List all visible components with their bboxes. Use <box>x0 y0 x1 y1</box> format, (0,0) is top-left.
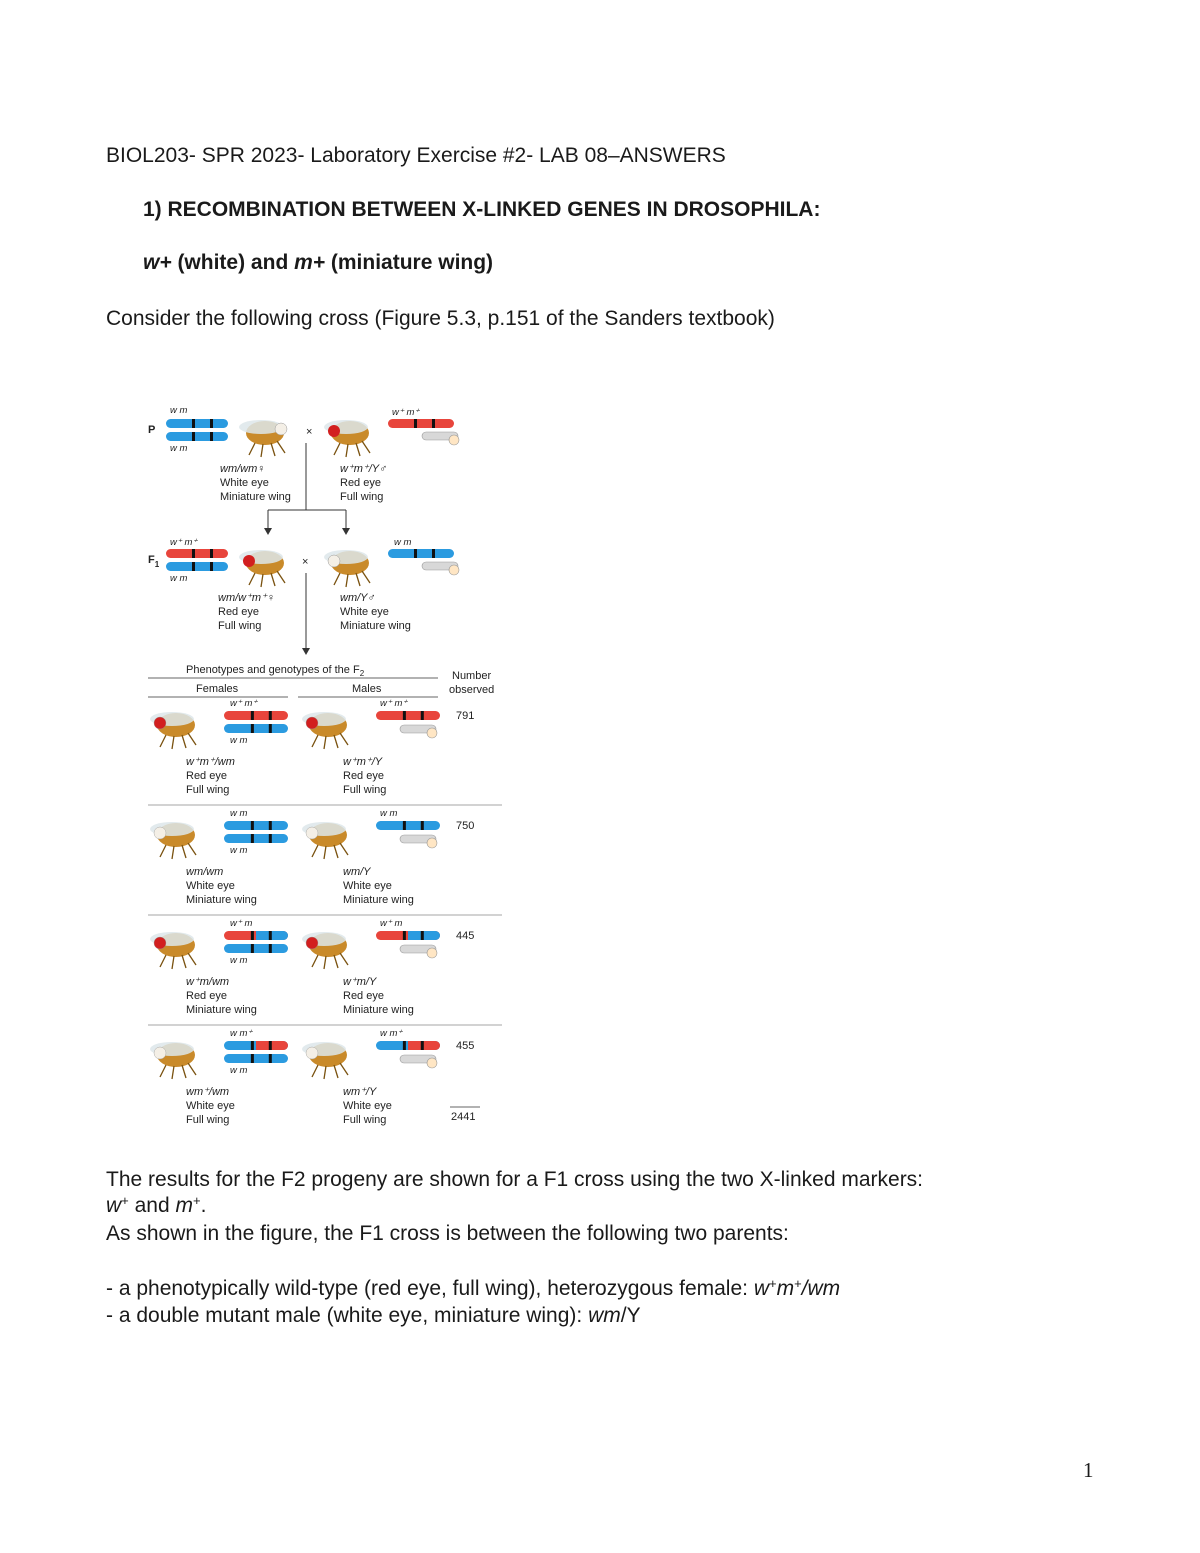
gene2-desc: (miniature wing) <box>325 251 494 274</box>
f2-female-fly-icon <box>150 712 196 749</box>
f1-male-y-chromosome <box>422 562 459 575</box>
gene-heading <box>143 251 493 275</box>
w-gene: w <box>106 1194 122 1217</box>
arrow-head-right <box>342 528 350 535</box>
f2-female-wing: Miniature wing <box>186 894 257 906</box>
f2-male-alleles: w⁺ m <box>380 918 403 929</box>
p-male-x-chromosome <box>388 419 454 428</box>
parent-female-line <box>106 1277 840 1301</box>
f2-male-alleles: w m <box>380 808 398 819</box>
f2-female-alleles: w m <box>230 808 248 819</box>
f2-female-eye: White eye <box>186 1100 235 1112</box>
f1-male-fly-icon <box>324 550 370 587</box>
parent-female-g3: /wm <box>801 1277 841 1300</box>
parent-female-g2: m <box>776 1277 795 1300</box>
f2-male-genotype: wm⁺/Y <box>343 1086 377 1098</box>
cross-figure <box>140 395 520 1135</box>
p-female-bottom-alleles: w m <box>170 443 188 454</box>
f2-male-fly-icon <box>302 712 348 749</box>
f2-male-alleles: w m⁺ <box>380 1028 403 1039</box>
f1-female-genotype: wm/w⁺m⁺♀ <box>218 592 276 604</box>
f2-male-x-chromosome <box>376 821 440 830</box>
number-header-1: Number <box>452 670 492 682</box>
f2-female-chromosome-bottom <box>224 944 288 953</box>
p-female-wing: Miniature wing <box>220 491 291 503</box>
f2-female-chromosome-bottom <box>224 834 288 843</box>
f2-row-2 <box>148 808 502 915</box>
f2-male-alleles: w⁺ m⁺ <box>380 698 408 709</box>
f2-female-alleles: w m⁺ <box>230 1028 253 1039</box>
intro-text: Consider the following cross (Figure 5.3, p.151 of the Sanders textbook) <box>106 307 775 330</box>
f2-count: 791 <box>456 710 475 722</box>
f1-female-chromosome-bottom <box>166 562 228 571</box>
f2-female-fly-icon <box>150 822 196 859</box>
f2-male-fly-icon <box>302 822 348 859</box>
cross-intro: As shown in the figure, the F1 cross is between the following two parents: <box>106 1222 789 1245</box>
f2-female-genotype: wm⁺/wm <box>186 1086 230 1098</box>
f2-male-x-chromosome <box>376 931 440 940</box>
f2-male-wing: Full wing <box>343 1114 387 1126</box>
f2-male-x-chromosome <box>376 1041 440 1050</box>
w-plus: + <box>121 1193 129 1208</box>
arrow-head-left <box>264 528 272 535</box>
f2-male-x-chromosome <box>376 711 440 720</box>
f2-female-fly-icon <box>150 1042 196 1079</box>
gene2: m+ <box>294 251 326 274</box>
p-female-chromosome-bottom <box>166 432 228 441</box>
number-header-2: observed <box>449 684 495 696</box>
f2-male-eye: White eye <box>343 880 392 892</box>
p-cross-symbol: × <box>306 426 313 438</box>
f2-female-genotype: w⁺m⁺/wm <box>186 756 235 768</box>
p-male-genotype: w⁺m⁺/Y♂ <box>340 463 388 475</box>
f1-female-chromosome-top <box>166 549 228 558</box>
f2-male-y-chromosome <box>400 945 437 958</box>
males-header: Males <box>352 683 382 695</box>
f2-male-fly-icon <box>302 1042 348 1079</box>
f1-male-genotype: wm/Y♂ <box>340 592 376 604</box>
parent-male-g1: wm <box>588 1304 621 1327</box>
parent-female-s2: + <box>794 1276 802 1291</box>
f1-label: $F_1$ <box>148 554 160 569</box>
f2-male-wing: Miniature wing <box>343 894 414 906</box>
parent-male-text: - a double mutant male (white eye, miniature wing): <box>106 1304 589 1327</box>
f2-male-eye: Red eye <box>343 770 384 782</box>
parent-female-g1: w <box>753 1277 769 1300</box>
females-header: Females <box>196 683 239 695</box>
f2-female-fly-icon <box>150 932 196 969</box>
f2-male-y-chromosome <box>400 835 437 848</box>
p-male-fly-icon <box>324 420 370 457</box>
f2-female-chromosome-top <box>224 711 288 720</box>
f2-female-chromosome-bottom <box>224 1054 288 1063</box>
f2-female-bottom-alleles: w m <box>230 735 248 746</box>
p-female-genotype: wm/wm♀ <box>220 463 266 475</box>
f2-male-eye: Red eye <box>343 990 384 1002</box>
f1-female-wing: Full wing <box>218 620 262 632</box>
gene1: w+ <box>143 251 172 274</box>
f2-row-1 <box>148 698 502 805</box>
p-female-eye: White eye <box>220 477 269 489</box>
p-female-fly-icon <box>239 420 287 457</box>
f2-female-alleles: w⁺ m⁺ <box>230 698 258 709</box>
parent-female-text: - a phenotypically wild-type (red eye, full wing), heterozygous female: <box>106 1277 754 1300</box>
f2-female-wing: Miniature wing <box>186 1004 257 1016</box>
and-text: and <box>128 1194 176 1217</box>
parent-male-line <box>106 1304 641 1328</box>
f2-female-wing: Full wing <box>186 784 230 796</box>
f2-female-eye: White eye <box>186 880 235 892</box>
p-female-top-alleles: w m <box>170 405 188 416</box>
f1-female-eye: Red eye <box>218 606 259 618</box>
f1-female-bottom-alleles: w m <box>170 573 188 584</box>
f2-female-chromosome-top <box>224 931 288 940</box>
m-plus: + <box>192 1193 201 1208</box>
p-label: P <box>148 424 156 436</box>
f1-to-f2-arrow-head <box>302 648 310 655</box>
f2-header: Phenotypes and genotypes of the $F_2$ <box>186 664 365 678</box>
page-number: 1 <box>1083 1458 1094 1482</box>
f2-female-eye: Red eye <box>186 990 227 1002</box>
f1-female-fly-icon <box>239 550 285 587</box>
parent-male-g2: /Y <box>620 1304 641 1327</box>
f2-count: 445 <box>456 930 475 942</box>
f2-female-chromosome-top <box>224 1041 288 1050</box>
f2-female-bottom-alleles: w m <box>230 845 248 856</box>
f2-female-eye: Red eye <box>186 770 227 782</box>
p-male-wing: Full wing <box>340 491 384 503</box>
results-line-2 <box>106 1194 206 1218</box>
f2-female-wing: Full wing <box>186 1114 230 1126</box>
f2-male-genotype: wm/Y <box>343 866 371 878</box>
f1-male-alleles: w m <box>394 537 412 548</box>
f2-male-y-chromosome <box>400 725 437 738</box>
p-to-f1-arrows <box>268 443 346 530</box>
f2-male-wing: Miniature wing <box>343 1004 414 1016</box>
f2-male-genotype: w⁺m⁺/Y <box>343 756 383 768</box>
f1-cross-symbol: × <box>302 556 309 568</box>
m-gene: m <box>175 1194 193 1217</box>
f2-count: 750 <box>456 820 475 832</box>
p-male-eye: Red eye <box>340 477 381 489</box>
f2-female-genotype: wm/wm <box>186 866 224 878</box>
results-line-1: The results for the F2 progeny are shown for a F1 cross using the two X-linked markers: <box>106 1168 924 1191</box>
f2-rows <box>148 698 502 1126</box>
document-title: BIOL203- SPR 2023- Laboratory Exercise #2- LAB 08–ANSWERS <box>106 144 726 167</box>
f1-male-eye: White eye <box>340 606 389 618</box>
f2-female-genotype: w⁺m/wm <box>186 976 230 988</box>
f2-row-4 <box>150 1028 474 1126</box>
f2-female-bottom-alleles: w m <box>230 955 248 966</box>
f2-female-chromosome-top <box>224 821 288 830</box>
f2-male-eye: White eye <box>343 1100 392 1112</box>
total-count: 2441 <box>451 1111 476 1123</box>
f2-male-wing: Full wing <box>343 784 387 796</box>
f2-female-bottom-alleles: w m <box>230 1065 248 1076</box>
p-female-chromosome-top <box>166 419 228 428</box>
f2-count: 455 <box>456 1040 475 1052</box>
f2-male-genotype: w⁺m/Y <box>343 976 377 988</box>
f1-female-top-alleles: w⁺ m⁺ <box>170 537 198 548</box>
parent-female-s1: + <box>768 1276 777 1291</box>
p-male-y-chromosome <box>422 432 459 445</box>
gene1-desc: (white) and <box>171 251 295 274</box>
section-heading: 1) RECOMBINATION BETWEEN X-LINKED GENES IN DROSOPHILA: <box>143 198 821 221</box>
f2-female-alleles: w⁺ m <box>230 918 253 929</box>
p-male-alleles: w⁺ m⁺ <box>392 407 420 418</box>
f2-female-chromosome-bottom <box>224 724 288 733</box>
f2-row-3 <box>148 918 502 1025</box>
f2-male-y-chromosome <box>400 1055 437 1068</box>
f1-male-wing: Miniature wing <box>340 620 411 632</box>
f2-male-fly-icon <box>302 932 348 969</box>
period: . <box>200 1194 207 1217</box>
f1-male-x-chromosome <box>388 549 454 558</box>
